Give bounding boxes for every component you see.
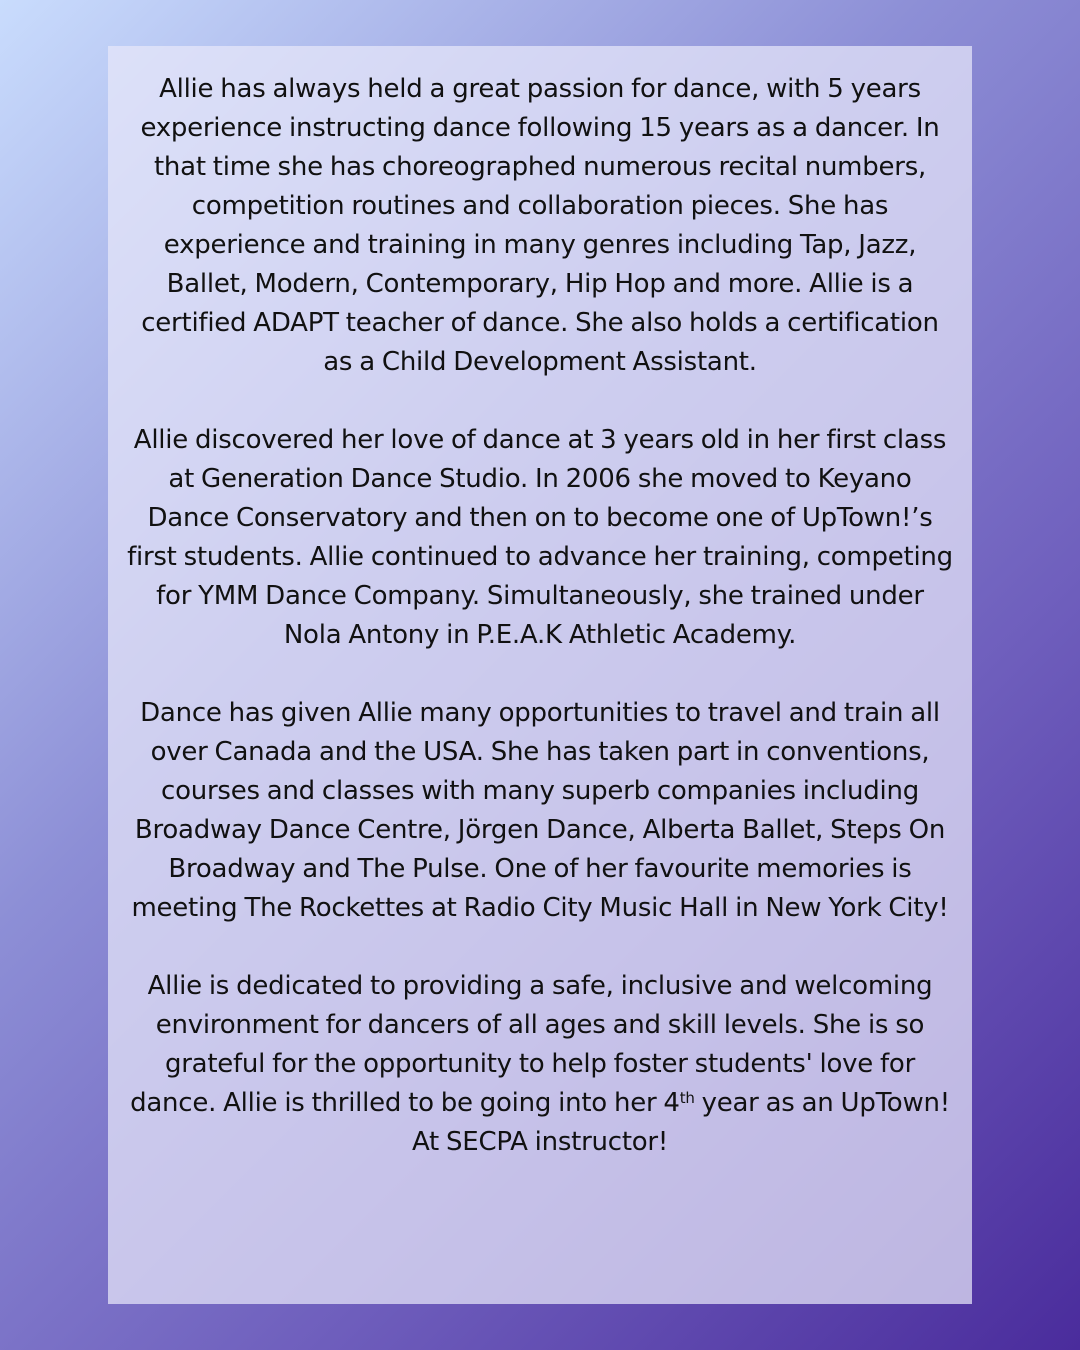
bio-paragraph-1: Allie has always held a great passion for dance, with 5 years experience instructing dance following 15 years as a dancer. In that time she has choreographed numerous recital numbers, competition routines and collaboration pieces. She has experience and training in many genres including Tap, Jazz, Ballet, Modern, Contemporary, Hip Hop and more. Allie is a certified ADAPT teacher of dance. She also holds a certification as a Child Development Assistant. — [140, 74, 940, 377]
bio-paragraph-3: Dance has given Allie many opportunities to travel and train all over Canada and the USA. She has taken part in conventions, courses and classes with many superb companies including Broadway Dance Centre, Jörgen Dance, Alberta Ballet, Steps On Broadway and The Pulse. One of her favourite memories is meeting The Rockettes at Radio City Music Hall in New York City! — [131, 698, 949, 923]
bio-paragraph-2: Allie discovered her love of dance at 3 years old in her first class at Generation Dance Studio. In 2006 she moved to Keyano Dance Conservatory and then on to become one of UpTown!’s first students. Allie continued to advance her training, competing for YMM Dance Company. Simultaneously, she trained under Nola Antony in P.E.A.K Athletic Academy. — [127, 425, 953, 650]
bio-paragraph-4 — [126, 967, 954, 1162]
bio-paragraph-4-ending: year as an UpTown! At SECPA instructor! — [411, 1088, 950, 1157]
bio-panel — [108, 46, 972, 1304]
bio-paragraph-4-text: Allie is dedicated to providing a safe, inclusive and welcoming environment for dancers of all ages and skill levels. She is so grateful for the opportunity to help foster students' love for dance. Allie is thrilled to be going into her 4 — [130, 971, 933, 1118]
ordinal-suffix: th — [679, 1088, 695, 1107]
